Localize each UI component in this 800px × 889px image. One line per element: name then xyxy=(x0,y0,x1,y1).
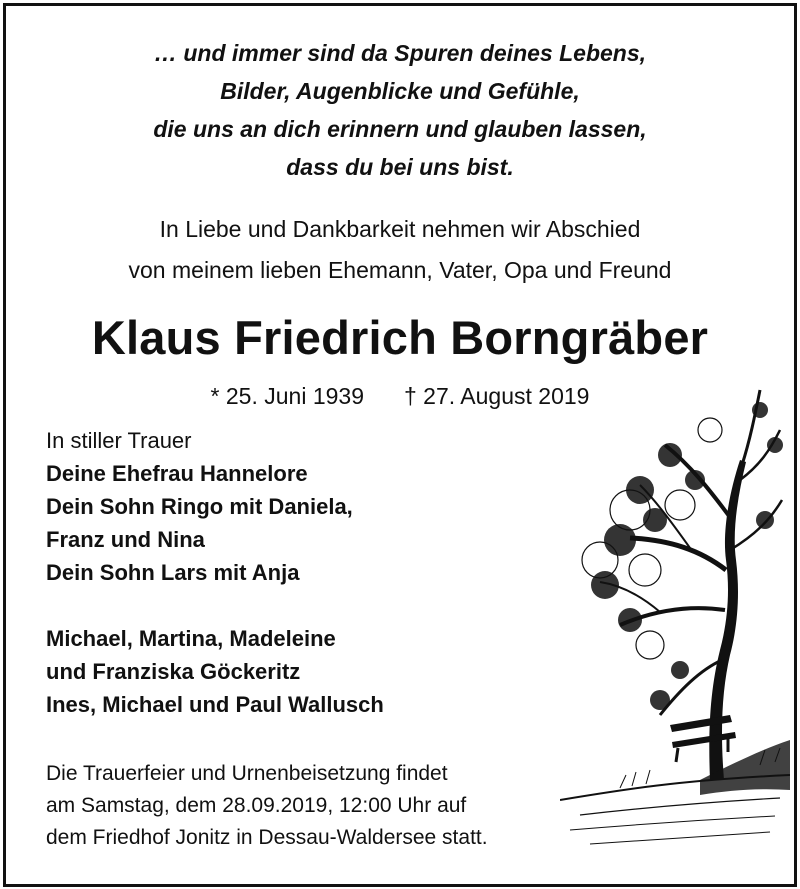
mourner-line: Dein Sohn Lars mit Anja xyxy=(46,560,300,585)
tree-bench-icon xyxy=(560,370,790,880)
mourner-line: Michael, Martina, Madeleine xyxy=(46,626,336,651)
service-line: dem Friedhof Jonitz in Dessau-Waldersee statt. xyxy=(46,826,488,849)
service-line: Die Trauerfeier und Urnenbeisetzung findet xyxy=(46,762,448,785)
intro-line: In Liebe und Dankbarkeit nehmen wir Abschied xyxy=(159,216,641,242)
mourners-heading: In stiller Trauer xyxy=(46,428,192,453)
mourner-line: Dein Sohn Ringo mit Daniela, xyxy=(46,494,353,519)
mourner-line: Ines, Michael und Paul Wallusch xyxy=(46,692,384,717)
mourner-line: und Franziska Göckeritz xyxy=(46,659,301,684)
mourner-line: Franz und Nina xyxy=(46,527,205,552)
intro-line: von meinem lieben Ehemann, Vater, Opa und Freund xyxy=(128,257,672,283)
service-info xyxy=(46,758,488,854)
poem-line: dass du bei uns bist. xyxy=(286,154,514,180)
mourner-line: Deine Ehefrau Hannelore xyxy=(46,461,308,486)
poem-line: Bilder, Augenblicke und Gefühle, xyxy=(220,78,580,104)
poem xyxy=(0,34,800,186)
mourners-list xyxy=(46,424,353,589)
death-date: † 27. August 2019 xyxy=(404,383,590,409)
mourners-list-extended xyxy=(46,622,384,721)
deceased-name: Klaus Friedrich Borngräber xyxy=(91,311,709,364)
intro-text xyxy=(0,209,800,291)
birth-date: * 25. Juni 1939 xyxy=(210,383,364,409)
poem-line: die uns an dich erinnern und glauben lassen, xyxy=(153,116,647,142)
service-line: am Samstag, dem 28.09.2019, 12:00 Uhr auf xyxy=(46,794,467,817)
poem-line: … und immer sind da Spuren deines Lebens, xyxy=(153,40,647,66)
